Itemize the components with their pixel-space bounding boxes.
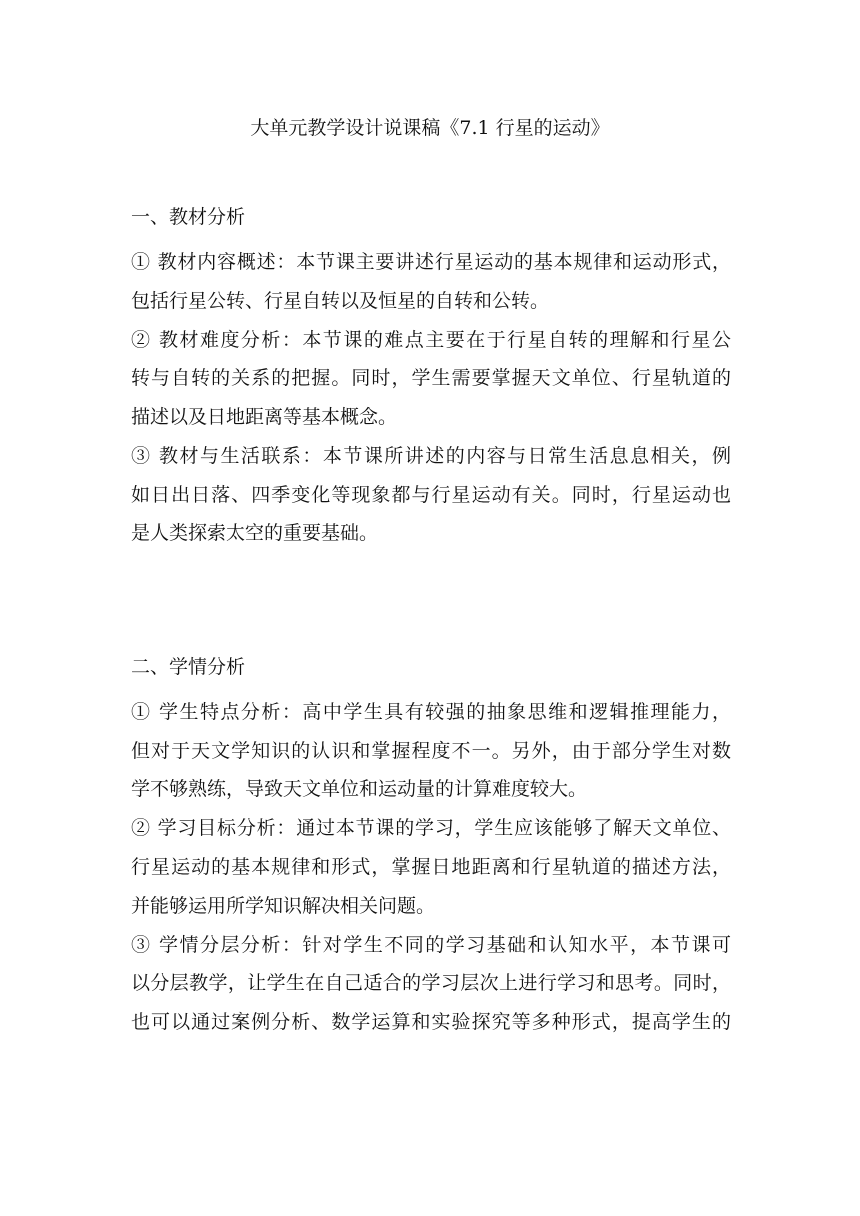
text-line: 是人类探索太空的重要基础。	[131, 522, 379, 545]
text-line: ① 教材内容概述：本节课主要讲述行星运动的基本规律和运动形式，	[131, 251, 731, 273]
section-heading-student-analysis: 二、学情分析	[131, 656, 246, 678]
text-line: ① 学生特点分析：高中学生具有较强的抽象思维和逻辑推理能力，	[131, 701, 731, 723]
text-line: 学不够熟练，导致天文单位和运动量的计算难度较大。	[131, 778, 588, 801]
text-line: 包括行星公转、行星自转以及恒星的自转和公转。	[131, 289, 550, 312]
text-line: 描述以及日地距离等基本概念。	[131, 405, 398, 428]
text-line: 如日出日落、四季变化等现象都与行星运动有关。同时，行星运动也	[131, 483, 731, 506]
text-line: 以分层教学，让学生在自己适合的学习层次上进行学习和思考。同时，	[131, 972, 731, 995]
paragraph-learning-goals	[131, 809, 731, 925]
paragraph-student-characteristics	[131, 693, 731, 809]
section-body-student-analysis	[131, 693, 731, 1042]
text-line: 行星运动的基本规律和形式，掌握日地距离和行星轨道的描述方法，	[131, 855, 731, 878]
document-title: 大单元教学设计说课稿《7.1 行星的运动》	[250, 117, 610, 139]
text-line: 转与自转的关系的把握。同时，学生需要掌握天文单位、行星轨道的	[131, 367, 731, 390]
paragraph-content-overview	[131, 243, 731, 320]
section-heading-textbook-analysis: 一、教材分析	[131, 206, 246, 228]
text-line: ③ 学情分层分析：针对学生不同的学习基础和认知水平，本节课可	[131, 933, 731, 956]
text-line: 也可以通过案例分析、数学运算和实验探究等多种形式，提高学生的	[131, 1010, 731, 1033]
section-body-textbook-analysis	[131, 243, 731, 554]
text-line: ② 教材难度分析：本节课的难点主要在于行星自转的理解和行星公	[131, 328, 731, 351]
text-line: 但对于天文学知识的认识和掌握程度不一。另外，由于部分学生对数	[131, 739, 731, 762]
paragraph-life-connection	[131, 437, 731, 553]
paragraph-difficulty-analysis	[131, 321, 731, 437]
text-line: 并能够运用所学知识解决相关问题。	[131, 894, 436, 917]
text-line: ② 学习目标分析：通过本节课的学习，学生应该能够了解天文单位、	[131, 817, 731, 840]
paragraph-tiered-analysis	[131, 926, 731, 1042]
text-line: ③ 教材与生活联系：本节课所讲述的内容与日常生活息息相关，例	[131, 445, 731, 468]
